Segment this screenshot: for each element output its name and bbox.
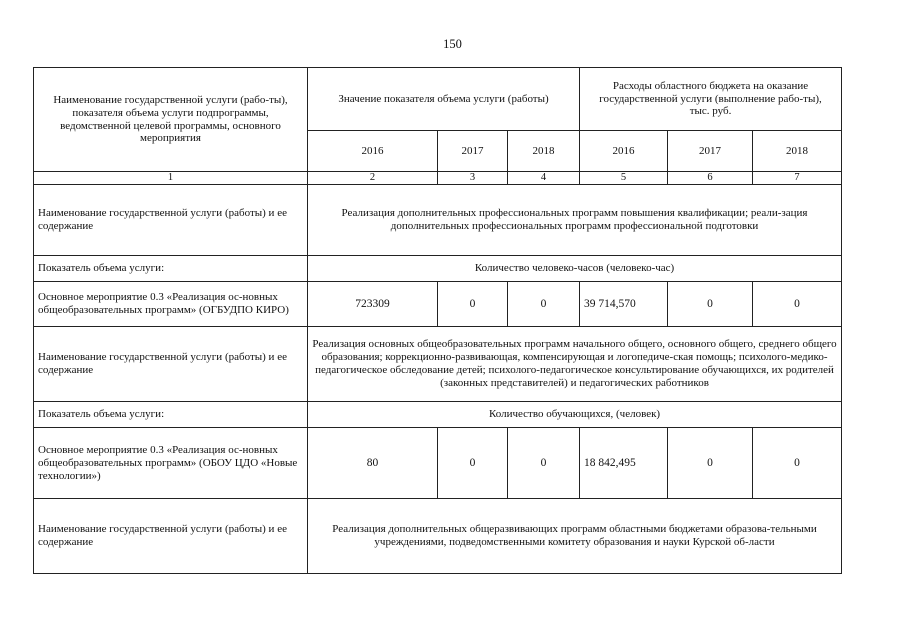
indicator-label: Показатель объема услуги: bbox=[34, 402, 308, 428]
header-year-expense-2018: 2018 bbox=[753, 131, 842, 172]
table-row bbox=[34, 185, 842, 256]
value-cell: 0 bbox=[508, 428, 580, 499]
service-label: Наименование государственной услуги (работы) и ее содержание bbox=[34, 499, 308, 574]
column-number: 3 bbox=[438, 172, 508, 185]
measure-label: Основное мероприятие 0.3 «Реализация ос-новных общеобразовательных программ» (ОГБУДПО КИРО) bbox=[34, 282, 308, 327]
header-expense-group bbox=[580, 68, 842, 131]
budget-table bbox=[33, 67, 842, 574]
header-expense-title: Расходы областного бюджета на оказание государственной услуги (выполнение рабо-ты), bbox=[599, 79, 822, 105]
header-expense-unit: тыс. руб. bbox=[689, 105, 732, 118]
header-year-value-2017: 2017 bbox=[438, 131, 508, 172]
measure-label: Основное мероприятие 0.3 «Реализация ос-новных общеобразовательных программ» (ОБОУ ЦДО «Новые технологии») bbox=[34, 428, 308, 499]
page-number: 150 bbox=[443, 37, 462, 51]
table-row bbox=[34, 256, 842, 282]
service-description: Реализация основных общеобразовательных программ начального общего, основного общего, среднего общего образования; коррекционно-развивающая, компенсирующая и логопедиче-ская помощь; психолого-медико-педагогическое обследование детей; психолого-педагогическое консультирование обучающихся, их родителей (законных представителей) и педагогических работников bbox=[308, 327, 842, 402]
header-value-group: Значение показателя объема услуги (работы) bbox=[308, 68, 580, 131]
column-number: 1 bbox=[34, 172, 308, 185]
column-number: 2 bbox=[308, 172, 438, 185]
service-description: Реализация дополнительных профессиональных программ повышения квалификации; реали-зация дополнительных профессиональных программ профессиональной подготовки bbox=[308, 185, 842, 256]
table-row bbox=[34, 499, 842, 574]
table-row bbox=[34, 402, 842, 428]
service-description: Реализация дополнительных общеразвивающих программ областными бюджетами образова-тельными учреждениями, подведомственными комитету образования и науки Курской об-ласти bbox=[308, 499, 842, 574]
indicator-description: Количество человеко-часов (человеко-час) bbox=[308, 256, 842, 282]
header-year-value-2016: 2016 bbox=[308, 131, 438, 172]
header-year-expense-2017: 2017 bbox=[668, 131, 753, 172]
value-cell: 0 bbox=[508, 282, 580, 327]
column-number: 5 bbox=[580, 172, 668, 185]
service-label: Наименование государственной услуги (работы) и ее содержание bbox=[34, 185, 308, 256]
value-cell: 80 bbox=[308, 428, 438, 499]
header-name-column: Наименование государственной услуги (рабо-ты), показателя объема услуги подпрограммы, ведомственной целевой программы, основного мероприятия bbox=[34, 68, 308, 172]
expense-cell: 0 bbox=[753, 428, 842, 499]
table-row bbox=[34, 428, 842, 499]
indicator-label: Показатель объема услуги: bbox=[34, 256, 308, 282]
value-cell: 0 bbox=[438, 428, 508, 499]
column-number: 7 bbox=[753, 172, 842, 185]
expense-cell: 0 bbox=[668, 428, 753, 499]
value-cell: 0 bbox=[438, 282, 508, 327]
expense-cell: 0 bbox=[668, 282, 753, 327]
expense-cell: 18 842,495 bbox=[580, 428, 668, 499]
column-number: 4 bbox=[508, 172, 580, 185]
table-row bbox=[34, 282, 842, 327]
table-row bbox=[34, 327, 842, 402]
expense-cell: 39 714,570 bbox=[580, 282, 668, 327]
header-year-value-2018: 2018 bbox=[508, 131, 580, 172]
header-year-expense-2016: 2016 bbox=[580, 131, 668, 172]
expense-cell: 0 bbox=[753, 282, 842, 327]
service-label: Наименование государственной услуги (работы) и ее содержание bbox=[34, 327, 308, 402]
column-number: 6 bbox=[668, 172, 753, 185]
indicator-description: Количество обучающихся, (человек) bbox=[308, 402, 842, 428]
value-cell: 723309 bbox=[308, 282, 438, 327]
